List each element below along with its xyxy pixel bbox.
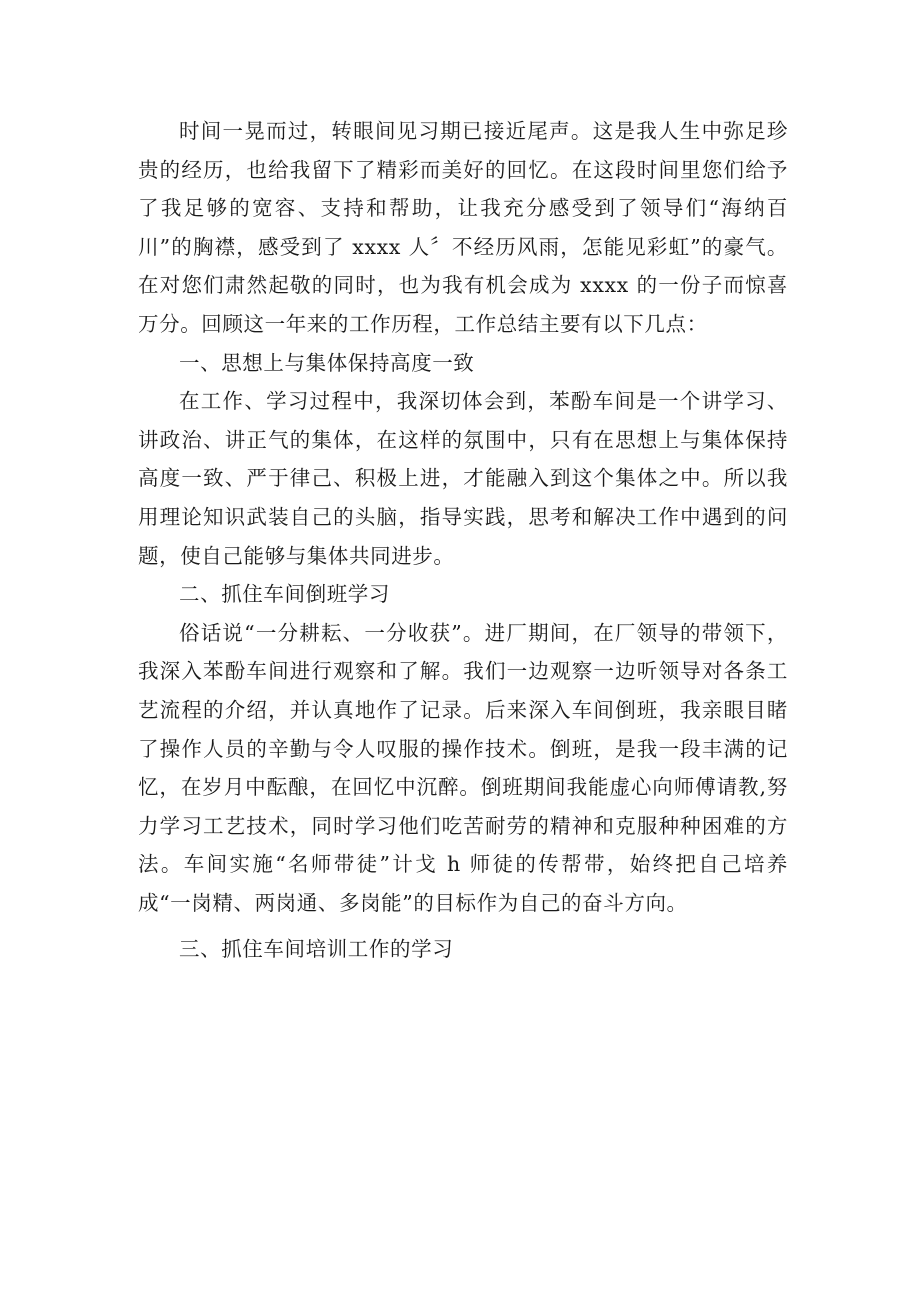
document-body (138, 112, 788, 969)
intro-paragraph: 时间一晃而过，转眼间见习期已接近尾声。这是我人生中弥足珍贵的经历，也给我留下了精彩而美好的回忆。在这段时间里您们给予了我足够的宽容、支持和帮助，让我充分感受到了领导们“海纳百川”的胸襟，感受到了 xxxx 人〞不经历风雨，怎能见彩虹”的豪气。在对您们肃然起敬的同时，也为我有机会成为 xxxx 的一份子而惊喜万分。回顾这一年来的工作历程，工作总结主要有以下几点： (138, 119, 788, 336)
section-1-paragraph: 在工作、学习过程中，我深切体会到，苯酚车间是一个讲学习、讲政治、讲正气的集体，在这样的氛围中，只有在思想上与集体保持高度一致、严于律己、积极上进，才能融入到这个集体之中。所以我用理论知识武装自己的头脑，指导实践，思考和解决工作中遇到的问题，使自己能够与集体共同进步。 (138, 389, 788, 568)
section-heading-2: 二、抓住车间倒班学习 (179, 582, 390, 607)
section-heading-3: 三、抓住车间培训工作的学习 (179, 937, 454, 962)
section-heading-1: 一、思想上与集体保持高度一致 (179, 350, 475, 375)
section-spacer (138, 922, 788, 930)
section-2-paragraph: 俗话说“一分耕耘、一分收获”。进厂期间，在厂领导的带领下，我深入苯酚车间进行观察和了解。我们一边观察一边听领导对各条工艺流程的介绍，并认真地作了记录。后来深入车间倒班，我亲眼目睹了操作人员的辛勤与令人叹服的操作技术。倒班，是我一段丰满的记忆，在岁月中酝酿，在回忆中沉醉。倒班期间我能虚心向师傅请教,努力学习工艺技术，同时学习他们吃苦耐劳的精神和克服种种困难的方法。车间实施“名师带徒”计戈 h 师徒的传帮带，始终把自己培养成“一岗精、两岗通、多岗能”的目标作为自己的奋斗方向。 (138, 620, 788, 915)
